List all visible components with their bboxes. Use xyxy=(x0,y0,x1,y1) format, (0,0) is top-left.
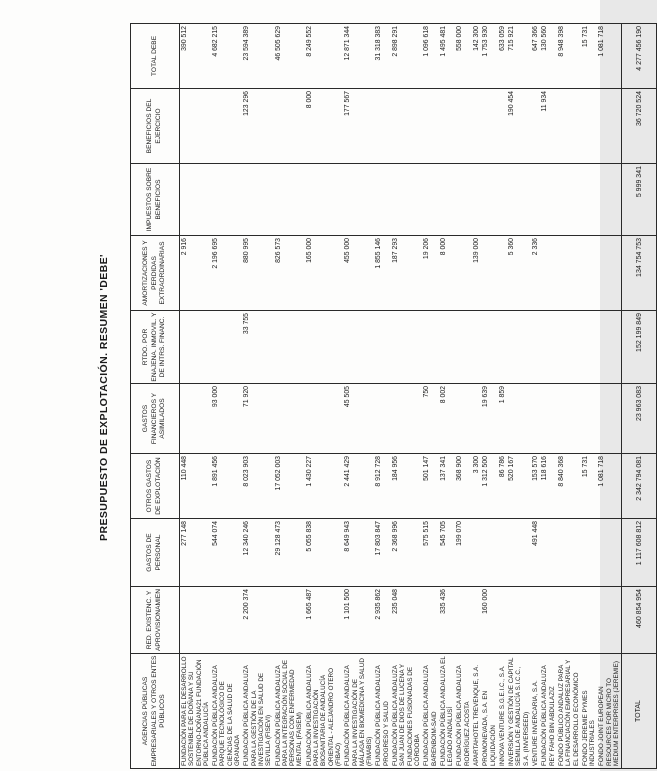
value-cell: 826 573 xyxy=(274,236,305,311)
value-cell xyxy=(540,164,557,236)
value-cell: 4 277 456 190 xyxy=(622,24,657,89)
value-cell xyxy=(439,311,456,384)
value-cell xyxy=(305,384,343,454)
value-cell: 558 000 xyxy=(455,24,472,89)
value-cell: 2 916 xyxy=(180,236,212,311)
value-cell: 17 803 847 xyxy=(374,519,391,587)
column-header: IMPUESTOS SOBRE BENEFICIOS xyxy=(131,164,180,236)
value-cell: 33 755 xyxy=(242,311,273,384)
value-cell xyxy=(557,164,581,236)
value-cell: 1 891 456 xyxy=(211,454,242,519)
value-cell: 1 117 608 812 xyxy=(622,519,657,587)
column-header: RTDO. POR ENAJENA. INMOVIL. Y DE INTRS. FINANC. xyxy=(131,311,180,384)
value-cell xyxy=(597,519,621,587)
value-cell xyxy=(507,587,531,654)
value-cell xyxy=(274,384,305,454)
value-cell xyxy=(180,384,212,454)
value-cell xyxy=(391,384,422,454)
value-cell xyxy=(540,587,557,654)
value-cell: 575 515 xyxy=(422,519,439,587)
value-cell xyxy=(472,519,481,587)
value-cell: 1 081 718 xyxy=(597,454,621,519)
value-cell: 1 855 146 xyxy=(374,236,391,311)
value-cell xyxy=(274,89,305,164)
value-cell xyxy=(391,311,422,384)
table-row xyxy=(343,24,374,769)
value-cell xyxy=(481,236,498,311)
value-cell xyxy=(498,236,507,311)
value-cell xyxy=(391,89,422,164)
entity-name-cell: FUNDACIÓN PÚBLICA ANDALUZA EL LEGADO ANDALUSÍ xyxy=(439,654,456,769)
value-cell xyxy=(531,164,540,236)
entity-name-cell: FUNDACIÓN PÚBLICA ANDALUZA PARQUE TECNOLÓGICO DE CIENCIAS DE LA SALUD DE GRANADA xyxy=(211,654,242,769)
value-cell: 12 871 344 xyxy=(343,24,374,89)
value-cell: 8 948 398 xyxy=(557,24,581,89)
value-cell: 11 934 xyxy=(540,89,557,164)
value-cell xyxy=(597,236,621,311)
value-cell: 8 023 903 xyxy=(242,454,273,519)
value-cell: 277 148 xyxy=(180,519,212,587)
value-cell xyxy=(305,311,343,384)
value-cell xyxy=(481,89,498,164)
column-header: AGENCIAS PÚBLICAS EMPRESARIALES Y OTROS ENTES PÚBLICOS xyxy=(131,654,180,769)
value-cell xyxy=(472,311,481,384)
entity-name-cell: FUNDACIÓN PÚBLICA ANDALUZA PROGRESO Y SALUD xyxy=(374,654,391,769)
value-cell xyxy=(455,236,472,311)
value-cell xyxy=(455,384,472,454)
value-cell: 2 368 996 xyxy=(391,519,422,587)
table-row xyxy=(507,24,531,769)
value-cell: 15 731 xyxy=(581,454,598,519)
value-cell: 153 570 xyxy=(531,454,540,519)
value-cell xyxy=(211,164,242,236)
value-cell: 880 995 xyxy=(242,236,273,311)
table-row xyxy=(481,24,498,769)
value-cell: 5 999 341 xyxy=(622,164,657,236)
value-cell xyxy=(472,384,481,454)
value-cell xyxy=(531,89,540,164)
value-cell xyxy=(472,587,481,654)
value-cell: 184 956 xyxy=(391,454,422,519)
column-header: RED. EXISTENC. Y APROVISIONAMIEN xyxy=(131,587,180,654)
value-cell xyxy=(180,89,212,164)
value-cell xyxy=(531,311,540,384)
value-cell xyxy=(597,164,621,236)
header-row xyxy=(131,24,180,769)
value-cell: 368 900 xyxy=(455,454,472,519)
value-cell xyxy=(498,587,507,654)
column-header: TOTAL DEBE xyxy=(131,24,180,89)
value-cell: 86 786 xyxy=(498,454,507,519)
value-cell xyxy=(540,519,557,587)
value-cell xyxy=(472,164,481,236)
value-cell xyxy=(180,164,212,236)
value-cell: 8 249 552 xyxy=(305,24,343,89)
value-cell: 545 705 xyxy=(439,519,456,587)
value-cell: 647 366 xyxy=(531,24,540,89)
value-cell xyxy=(391,164,422,236)
value-cell: 46 505 629 xyxy=(274,24,305,89)
value-cell: 71 920 xyxy=(242,384,273,454)
column-header: GASTOS FINANCIEROS Y ASIMILADOS xyxy=(131,384,180,454)
table-row xyxy=(581,24,598,769)
table-row xyxy=(211,24,242,769)
table-row xyxy=(540,24,557,769)
value-cell: 2 196 695 xyxy=(211,236,242,311)
value-cell xyxy=(422,587,439,654)
value-cell xyxy=(439,164,456,236)
value-cell: 23 963 083 xyxy=(622,384,657,454)
table-row xyxy=(455,24,472,769)
entity-name-cell: INVERSIÓN Y GESTIÓN DE CAPITAL SEMILLA DE ANDALUCÍA S.I.C.C., S.A. (INVERSEED) xyxy=(507,654,531,769)
value-cell: 4 682 215 xyxy=(211,24,242,89)
value-cell xyxy=(581,236,598,311)
total-row xyxy=(622,24,657,769)
value-cell xyxy=(557,89,581,164)
value-cell: 1 101 500 xyxy=(343,587,374,654)
value-cell: 31 318 383 xyxy=(374,24,391,89)
value-cell xyxy=(455,311,472,384)
value-cell: 118 616 xyxy=(540,454,557,519)
entity-name-cell: FUNDACIÓN PÚBLICA ANDALUZA PARA LA GESTIÓN DE LA INVESTIGACIÓN EN SALUD DE SEVILLA (FISEVI) xyxy=(242,654,273,769)
value-cell: 1 312 500 xyxy=(481,454,498,519)
value-cell xyxy=(540,236,557,311)
value-cell: 45 505 xyxy=(343,384,374,454)
value-cell xyxy=(242,164,273,236)
table-row xyxy=(305,24,343,769)
column-header: OTROS GASTOS DE EXPLOTACIÓN xyxy=(131,454,180,519)
entity-name-cell: FUNDACIÓN PÚBLICA ANDALUZA RODRÍGUEZ ACOSTA xyxy=(455,654,472,769)
value-cell: 1 081 718 xyxy=(597,24,621,89)
value-cell: 8 000 xyxy=(305,89,343,164)
value-cell xyxy=(274,311,305,384)
value-cell xyxy=(374,89,391,164)
value-cell xyxy=(274,587,305,654)
value-cell xyxy=(455,587,472,654)
value-cell: 2 336 xyxy=(531,236,540,311)
entity-name-cell: FUNDACIÓN PÚBLICA ANDALUZA SAN JUAN DE DIOS DE LUCENA Y FUNDACIONES FUSIONADAS DE CÓRDOBA xyxy=(391,654,422,769)
value-cell xyxy=(597,587,621,654)
value-cell: 142 300 xyxy=(472,24,481,89)
value-cell xyxy=(374,311,391,384)
entity-name-cell: FUNDACIÓN PÚBLICA ANDALUZA PARA LA INVESTIGACIÓN BIOSANITARIA DE ANDALUCÍA ORIENTAL - ALEJANDRO OTERO (FIBAO) xyxy=(305,654,343,769)
entity-name-cell: FONDO JEREMIE PYMES INDUSTRIALES xyxy=(581,654,598,769)
value-cell xyxy=(557,384,581,454)
page-title: PRESUPUESTO DE EXPLOTACIÓN. RESUMEN 'DEBE' xyxy=(98,254,110,541)
value-cell: 110 448 xyxy=(180,454,212,519)
value-cell: 491 448 xyxy=(531,519,540,587)
value-cell: 190 454 xyxy=(507,89,531,164)
column-header: AMORTIZACIONES Y PERDIDAS EXTRAORDINARIAS xyxy=(131,236,180,311)
value-cell: 12 340 246 xyxy=(242,519,273,587)
value-cell xyxy=(180,587,212,654)
value-cell: 15 731 xyxy=(581,24,598,89)
value-cell: 544 074 xyxy=(211,519,242,587)
budget-table-wrapper xyxy=(130,23,657,769)
value-cell: 19 206 xyxy=(422,236,439,311)
entity-name-cell: FUNDACIÓN PÚBLICA ANDALUZA BARENBOIM-SAID xyxy=(422,654,439,769)
value-cell: 137 341 xyxy=(439,454,456,519)
entity-name-cell: FUNDACIÓN PÚBLICA ANDALUZA PARA LA INTEGRACIÓN SOCIAL DE PERSONAS CON ENFERMEDAD MENTAL (FAISEM) xyxy=(274,654,305,769)
entity-name-cell: APARTAHOTEL TREVENQUE, S.A. xyxy=(472,654,481,769)
value-cell: 633 059 xyxy=(498,24,507,89)
value-cell xyxy=(343,311,374,384)
value-cell xyxy=(274,164,305,236)
value-cell xyxy=(531,587,540,654)
entity-name-cell: FUNDACIÓN PÚBLICA ANDALUZA REY FAHD BIN ABDULAZIZ xyxy=(540,654,557,769)
value-cell: 460 854 954 xyxy=(622,587,657,654)
column-header: BENEFICIOS DEL EJERCICIO xyxy=(131,89,180,164)
value-cell xyxy=(211,89,242,164)
value-cell xyxy=(374,164,391,236)
table-row xyxy=(422,24,439,769)
entity-name-cell: TOTAL xyxy=(622,654,657,769)
entity-name-cell: INNOVA VENTURE S.G.E.I.C., S.A. xyxy=(498,654,507,769)
value-cell: 501 147 xyxy=(422,454,439,519)
value-cell: 123 296 xyxy=(242,89,273,164)
value-cell xyxy=(540,311,557,384)
value-cell: 160 000 xyxy=(481,587,498,654)
value-cell: 5 055 838 xyxy=(305,519,343,587)
value-cell xyxy=(557,311,581,384)
value-cell: 36 720 524 xyxy=(622,89,657,164)
value-cell xyxy=(597,384,621,454)
table-row xyxy=(531,24,540,769)
value-cell: 19 639 xyxy=(481,384,498,454)
table-header xyxy=(131,24,180,769)
value-cell xyxy=(422,311,439,384)
table-row xyxy=(472,24,481,769)
value-cell: 5 360 xyxy=(507,236,531,311)
value-cell xyxy=(581,384,598,454)
table-row xyxy=(274,24,305,769)
value-cell: 187 293 xyxy=(391,236,422,311)
value-cell xyxy=(211,587,242,654)
value-cell xyxy=(581,89,598,164)
value-cell xyxy=(180,311,212,384)
value-cell xyxy=(557,236,581,311)
column-header: GASTOS DE PERSONAL xyxy=(131,519,180,587)
value-cell: 130 560 xyxy=(540,24,557,89)
value-cell: 1 753 930 xyxy=(481,24,498,89)
value-cell xyxy=(374,384,391,454)
value-cell xyxy=(581,587,598,654)
value-cell xyxy=(455,164,472,236)
value-cell: 1 430 227 xyxy=(305,454,343,519)
table-row xyxy=(242,24,273,769)
value-cell xyxy=(455,89,472,164)
value-cell: 455 000 xyxy=(343,236,374,311)
value-cell: 1 665 487 xyxy=(305,587,343,654)
table-row xyxy=(557,24,581,769)
value-cell xyxy=(581,164,598,236)
value-cell: 93 000 xyxy=(211,384,242,454)
value-cell xyxy=(481,164,498,236)
value-cell: 8 912 728 xyxy=(374,454,391,519)
value-cell: 23 594 389 xyxy=(242,24,273,89)
value-cell xyxy=(597,89,621,164)
value-cell xyxy=(557,587,581,654)
value-cell: 3 300 xyxy=(472,454,481,519)
value-cell: 177 567 xyxy=(343,89,374,164)
value-cell: 1 096 618 xyxy=(422,24,439,89)
value-cell xyxy=(498,519,507,587)
value-cell: 715 921 xyxy=(507,24,531,89)
value-cell: 520 167 xyxy=(507,454,531,519)
value-cell: 2 898 291 xyxy=(391,24,422,89)
value-cell: 390 512 xyxy=(180,24,212,89)
value-cell xyxy=(211,311,242,384)
value-cell xyxy=(507,164,531,236)
value-cell xyxy=(498,89,507,164)
table-row xyxy=(374,24,391,769)
value-cell: 199 070 xyxy=(455,519,472,587)
value-cell xyxy=(472,89,481,164)
value-cell: 2 935 862 xyxy=(374,587,391,654)
entity-name-cell: PROMONEVADA, S.A. EN LIQUIDACIÓN xyxy=(481,654,498,769)
value-cell xyxy=(439,89,456,164)
value-cell: 2 342 794 081 xyxy=(622,454,657,519)
value-cell: 1 859 xyxy=(498,384,507,454)
entity-name-cell: FUNDACIÓN PÚBLICA ANDALUZA PARA LA INVESTIGACIÓN DE MÁLAGA EN BIOMEDICINA Y SALUD (FIMABIS) xyxy=(343,654,374,769)
table-body xyxy=(180,24,657,769)
value-cell: 2 441 429 xyxy=(343,454,374,519)
value-cell xyxy=(597,311,621,384)
value-cell xyxy=(507,311,531,384)
value-cell xyxy=(481,519,498,587)
value-cell: 152 199 849 xyxy=(622,311,657,384)
entity-name-cell: FONDO PÚBLICO ANDALUZ PARA LA FINANCIACIÓN EMPRESARIAL Y EL DESARROLLO ECONÓMICO xyxy=(557,654,581,769)
value-cell: 8 840 368 xyxy=(557,454,581,519)
value-cell xyxy=(581,311,598,384)
table-row xyxy=(180,24,212,769)
value-cell xyxy=(481,311,498,384)
value-cell xyxy=(343,164,374,236)
value-cell xyxy=(498,311,507,384)
value-cell xyxy=(422,164,439,236)
value-cell: 335 436 xyxy=(439,587,456,654)
value-cell: 29 128 473 xyxy=(274,519,305,587)
value-cell: 750 xyxy=(422,384,439,454)
budget-table xyxy=(130,23,657,769)
value-cell xyxy=(498,164,507,236)
value-cell: 235 048 xyxy=(391,587,422,654)
entity-name-cell: VENTURE INVERCARIA, S.A. xyxy=(531,654,540,769)
table-row xyxy=(391,24,422,769)
value-cell: 8 000 xyxy=(439,236,456,311)
value-cell xyxy=(422,89,439,164)
value-cell xyxy=(557,519,581,587)
value-cell xyxy=(531,384,540,454)
value-cell: 17 052 003 xyxy=(274,454,305,519)
value-cell xyxy=(540,384,557,454)
value-cell xyxy=(581,519,598,587)
table-row xyxy=(439,24,456,769)
value-cell: 139 000 xyxy=(472,236,481,311)
value-cell: 2 200 374 xyxy=(242,587,273,654)
value-cell: 1 495 481 xyxy=(439,24,456,89)
value-cell: 134 754 753 xyxy=(622,236,657,311)
value-cell: 8 002 xyxy=(439,384,456,454)
value-cell xyxy=(305,164,343,236)
entity-name-cell: FONDO JOINT EUROPEAN RESOURCES FOR MICRO TO MEDIUM ENTERPRISES (JEREMIE) xyxy=(597,654,621,769)
value-cell xyxy=(507,519,531,587)
entity-name-cell: FUNDACIÓN PARA EL DESARROLLO SOSTENIBLE DE DOÑANA Y SU ENTORNO-DOÑANA21 FUNDACIÓN PÚBLICA ANDALUCÍA xyxy=(180,654,212,769)
value-cell: 165 000 xyxy=(305,236,343,311)
table-row xyxy=(597,24,621,769)
table-row xyxy=(498,24,507,769)
value-cell xyxy=(507,384,531,454)
value-cell: 8 649 943 xyxy=(343,519,374,587)
